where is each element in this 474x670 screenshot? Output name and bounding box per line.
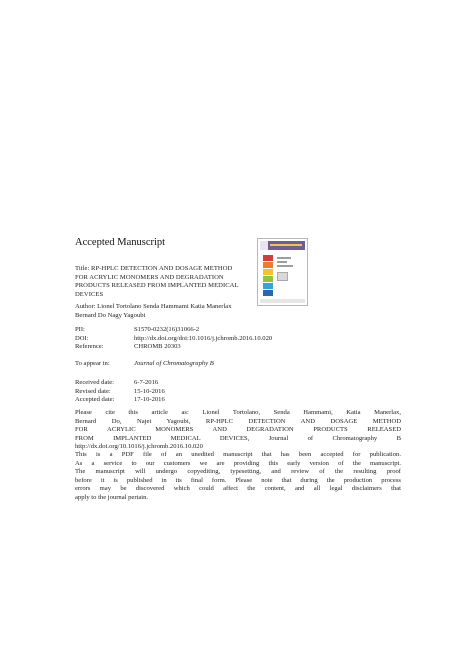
article-authors xyxy=(75,303,315,320)
article-identifiers xyxy=(75,326,405,352)
reference-value: CHROMB 20303 xyxy=(134,343,181,351)
cover-text-line xyxy=(277,257,291,259)
received-date-label: Received date: xyxy=(75,379,114,386)
citation-line: Bernard Do, Najet Yagoubi, RP-HPLC DETECTION AND DOSAGE METHOD xyxy=(75,417,401,425)
revised-date-value: 15-10-2016 xyxy=(134,387,165,395)
reference-label: Reference: xyxy=(75,343,104,351)
revised-date-row xyxy=(75,388,405,397)
notice-line: errors may be discovered which could affect the content, and all legal disclaimers that xyxy=(75,485,401,493)
notice-line: As a service to our customers we are providing this early version of the manuscript. xyxy=(75,459,401,467)
notice-line: apply to the journal pertain. xyxy=(75,493,149,501)
cover-color-stripe xyxy=(263,255,273,261)
pii-value: S1570-0232(16)31066-2 xyxy=(134,326,200,333)
article-title xyxy=(75,265,310,299)
doi-link[interactable]: http://dx.doi.org/doi:10.1016/j.jchromb.2016.10.020 xyxy=(134,334,273,342)
journal-name: Journal of Chromatography B xyxy=(134,360,214,367)
received-date-row xyxy=(75,379,405,388)
reference-row xyxy=(75,343,405,352)
cover-title-strip xyxy=(270,244,302,246)
received-date-value: 6-7-2016 xyxy=(134,379,159,386)
doi-label: DOI: xyxy=(75,334,89,342)
title-line: DEVICES xyxy=(75,290,104,298)
to-appear-label: To appear in: xyxy=(75,360,110,367)
title-line: Title: RP-HPLC DETECTION AND DOSAGE METHOD xyxy=(75,265,233,272)
to-appear-section xyxy=(75,360,405,369)
pii-row xyxy=(75,326,405,335)
doi-row xyxy=(75,335,405,344)
cover-publisher-logo xyxy=(260,241,268,250)
author-line: Author: Lionel Tortolano Senda Hammami Katia Manerlax xyxy=(75,303,232,310)
accepted-date-label: Accepted date: xyxy=(75,396,115,404)
citation-line: FOR ACRYLIC MONOMERS AND DEGRADATION PRODUCTS RELEASED xyxy=(75,426,401,434)
notice-line: before it is published in its final form. Please note that during the production process xyxy=(75,476,401,484)
title-line: FOR ACRYLIC MONOMERS AND DEGRADATION xyxy=(75,273,224,281)
citation-paragraph xyxy=(75,409,401,452)
cover-text-line xyxy=(277,261,287,263)
accepted-date-value: 17-10-2016 xyxy=(134,396,165,404)
citation-line: FROM IMPLANTED MEDICAL DEVICES, Journal of Chromatography B xyxy=(75,434,401,442)
accepted-date-row xyxy=(75,396,405,405)
article-dates xyxy=(75,379,405,405)
author-line: Bernard Do Nagy Yagoubi xyxy=(75,311,146,319)
revised-date-label: Revised date: xyxy=(75,387,111,395)
accepted-manuscript-heading: Accepted Manuscript xyxy=(75,237,166,248)
title-line: PRODUCTS RELEASED FROM IMPLANTED MEDICAL xyxy=(75,282,239,290)
citation-line: Please cite this article as: Lionel Tortolano, Senda Hammami, Katia Manerlax, xyxy=(75,409,401,416)
citation-doi-link[interactable]: http://dx.doi.org/10.1016/j.jchromb.2016.10.020 xyxy=(75,443,203,451)
unedited-manuscript-notice xyxy=(75,451,401,503)
pii-label: PII: xyxy=(75,326,85,333)
notice-line: The manuscript will undergo copyediting, typesetting, and review of the resulting proof xyxy=(75,468,401,476)
to-appear-row xyxy=(75,360,405,369)
notice-line: This is a PDF file of an unedited manuscript that has been accepted for publication. xyxy=(75,451,401,458)
